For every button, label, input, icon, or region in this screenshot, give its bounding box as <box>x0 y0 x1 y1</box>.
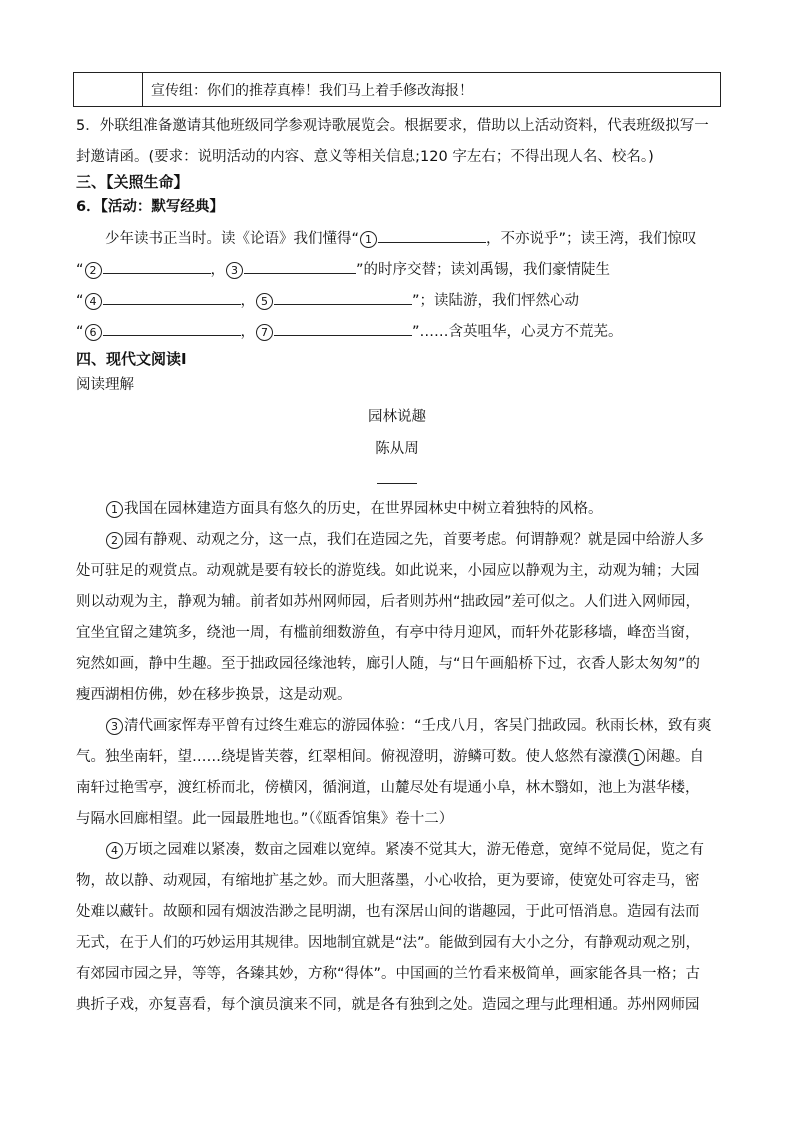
paragraph-text: 清代画家恽寿平曾有过终生难忘的游园体验：“壬戌八月，客吴门拙政园。秋雨长林，致有爽 <box>124 718 712 734</box>
table-cell-text: 宣传组：你们的推荐真棒！我们马上着手修改海报！ <box>143 73 721 107</box>
q6-text: ， <box>240 324 256 340</box>
paragraph-line: 处难以藏针。故颐和园有烟波浩渺之昆明湖，也有深居山间的谐趣园，于此可悟消息。造园有法而 <box>76 904 700 920</box>
article-paragraph-3 <box>76 711 716 835</box>
blank-number-2: 2 <box>85 262 102 279</box>
blank-number-4: 4 <box>85 293 102 310</box>
q6-text: “ <box>76 324 84 340</box>
blank-number-1: 1 <box>628 749 645 766</box>
question-6-body <box>76 224 716 348</box>
paragraph-line <box>76 742 716 773</box>
paragraph-number-3: 3 <box>106 718 123 735</box>
paragraph-line: 物，故以静、动观园，有缩地扩基之妙。而大胆落墨，小心收拾，更为要谛，使宽处可容走马，密 <box>76 873 700 889</box>
paragraph-line <box>76 525 716 556</box>
q6-text: “ <box>76 262 84 278</box>
table-cell-label <box>74 73 143 107</box>
section-4-subtitle: 阅读理解 <box>76 377 134 393</box>
question-6-line-3 <box>76 286 716 317</box>
paragraph-line <box>76 494 716 525</box>
paragraph-line: 处可驻足的观赏点。动观就是要有较长的游览线。如此说来，小园应以静观为主，动观为辅；大园 <box>76 563 700 579</box>
paragraph-number-2: 2 <box>106 532 123 549</box>
paragraph-line: 瘦西湖相仿佛，妙在移步换景，这是动观。 <box>76 687 352 703</box>
answer-blank-4[interactable] <box>103 288 241 305</box>
article-paragraph-2 <box>76 525 716 711</box>
paragraph-line: 则以动观为主，静观为辅。前者如苏州网师园，后者则苏州“拙政园”差可似之。人们进入网师园， <box>76 594 701 610</box>
paragraph-text: 气。独坐南轩，望……绕堤皆芙蓉，红翠相间。俯视澄明，游鳞可数。使人悠然有濠濮 <box>76 749 627 765</box>
paragraph-line: 宛然如画，静中生趣。至于拙政园径缘池转，廊引人随，与“日午画船桥下过，衣香人影太匆匆”的 <box>76 656 701 672</box>
article-paragraph-1 <box>76 494 716 525</box>
q6-text: ，不亦说乎”；读王湾，我们惊叹 <box>486 231 697 247</box>
q6-text: ”的时序交替；读刘禹锡，我们豪情陡生 <box>356 262 611 278</box>
table-row <box>74 73 721 107</box>
paragraph-line <box>76 711 716 742</box>
answer-blank-5[interactable] <box>274 288 412 305</box>
question-5-line-2: 封邀请函。(要求：说明活动的内容、意义等相关信息;120 字左右；不得出现人名、校名。) <box>76 149 654 165</box>
paragraph-line <box>76 835 716 866</box>
q6-text: ”；读陆游，我们怦然心动 <box>412 293 580 309</box>
paragraph-text: 我国在园林建造方面具有悠久的历史，在世界园林史中树立着独特的风格。 <box>124 501 603 517</box>
answer-blank-3[interactable] <box>244 257 356 274</box>
q6-text: 少年读书正当时。读《论语》我们懂得“ <box>105 231 360 247</box>
question-6-line-2 <box>76 255 716 286</box>
article-paragraph-4 <box>76 835 716 1021</box>
q6-text: ， <box>210 262 226 278</box>
answer-blank-2[interactable] <box>103 257 211 274</box>
question-6-line-4 <box>76 317 716 348</box>
section-4-title: 四、现代文阅读Ⅰ <box>76 350 187 368</box>
blank-number-6: 6 <box>85 324 102 341</box>
answer-blank-1[interactable] <box>378 226 486 243</box>
paragraph-text: 闲趣。自 <box>646 749 704 765</box>
answer-blank-7[interactable] <box>274 319 412 336</box>
article-author: 陈从周 <box>375 441 419 457</box>
paragraph-line: 与隔水回廊相望。此一园最胜地也。”（《瓯香馆集》卷十二） <box>76 811 454 827</box>
answer-blank-6[interactable] <box>103 319 241 336</box>
paragraph-text: 园有静观、动观之分，这一点，我们在造园之先，首要考虑。何谓静观？就是园中给游人多 <box>124 532 704 548</box>
paragraph-line: 典折子戏，亦复喜看，每个演员演来不同，就是各有独到之处。造园之理与此理相通。苏州网师园 <box>76 997 700 1013</box>
q6-text: ”……含英咀华，心灵方不荒芜。 <box>412 324 623 340</box>
q6-text: ， <box>240 293 256 309</box>
blank-number-5: 5 <box>256 293 273 310</box>
paragraph-line: 南轩过艳雪亭，渡红桥而北，傍横冈，循涧道，山麓尽处有堤通小阜，林木翳如，池上为湛华楼， <box>76 780 700 796</box>
question-5-line-1: 5．外联组准备邀请其他班级同学参观诗歌展览会。根据要求，借助以上活动资料，代表班级拟写一 <box>76 118 709 134</box>
divider-line <box>377 483 417 484</box>
question-6-title: 6．【活动：默写经典】 <box>76 199 224 215</box>
paragraph-line: 宜坐宜留之建筑多，绕池一周，有槛前细数游鱼，有亭中待月迎风，而轩外花影移墙，峰峦当窗， <box>76 625 700 641</box>
question-6-line-1 <box>76 224 716 255</box>
q6-text: “ <box>76 293 84 309</box>
blank-number-7: 7 <box>256 324 273 341</box>
paragraph-line: 有郊园市园之异，等等，各臻其妙，方称“得体”。中国画的兰竹看来极简单，画家能各具一格；古 <box>76 966 701 982</box>
paragraph-number-1: 1 <box>106 501 123 518</box>
activity-table <box>73 72 721 107</box>
blank-number-3: 3 <box>226 262 243 279</box>
blank-number-1: 1 <box>360 231 377 248</box>
paragraph-text: 万顷之园难以紧凑，数亩之园难以宽绰。紧凑不觉其大，游无倦意，宽绰不觉局促，览之有 <box>124 842 704 858</box>
question-5 <box>76 111 716 173</box>
paragraph-number-4: 4 <box>106 842 123 859</box>
article-title: 园林说趣 <box>368 409 426 425</box>
paragraph-line: 无式，在于人们的巧妙运用其规律。因地制宜就是“法”。能做到园有大小之分，有静观动观之别， <box>76 935 701 951</box>
section-3-title: 三、【关照生命】 <box>76 173 189 191</box>
